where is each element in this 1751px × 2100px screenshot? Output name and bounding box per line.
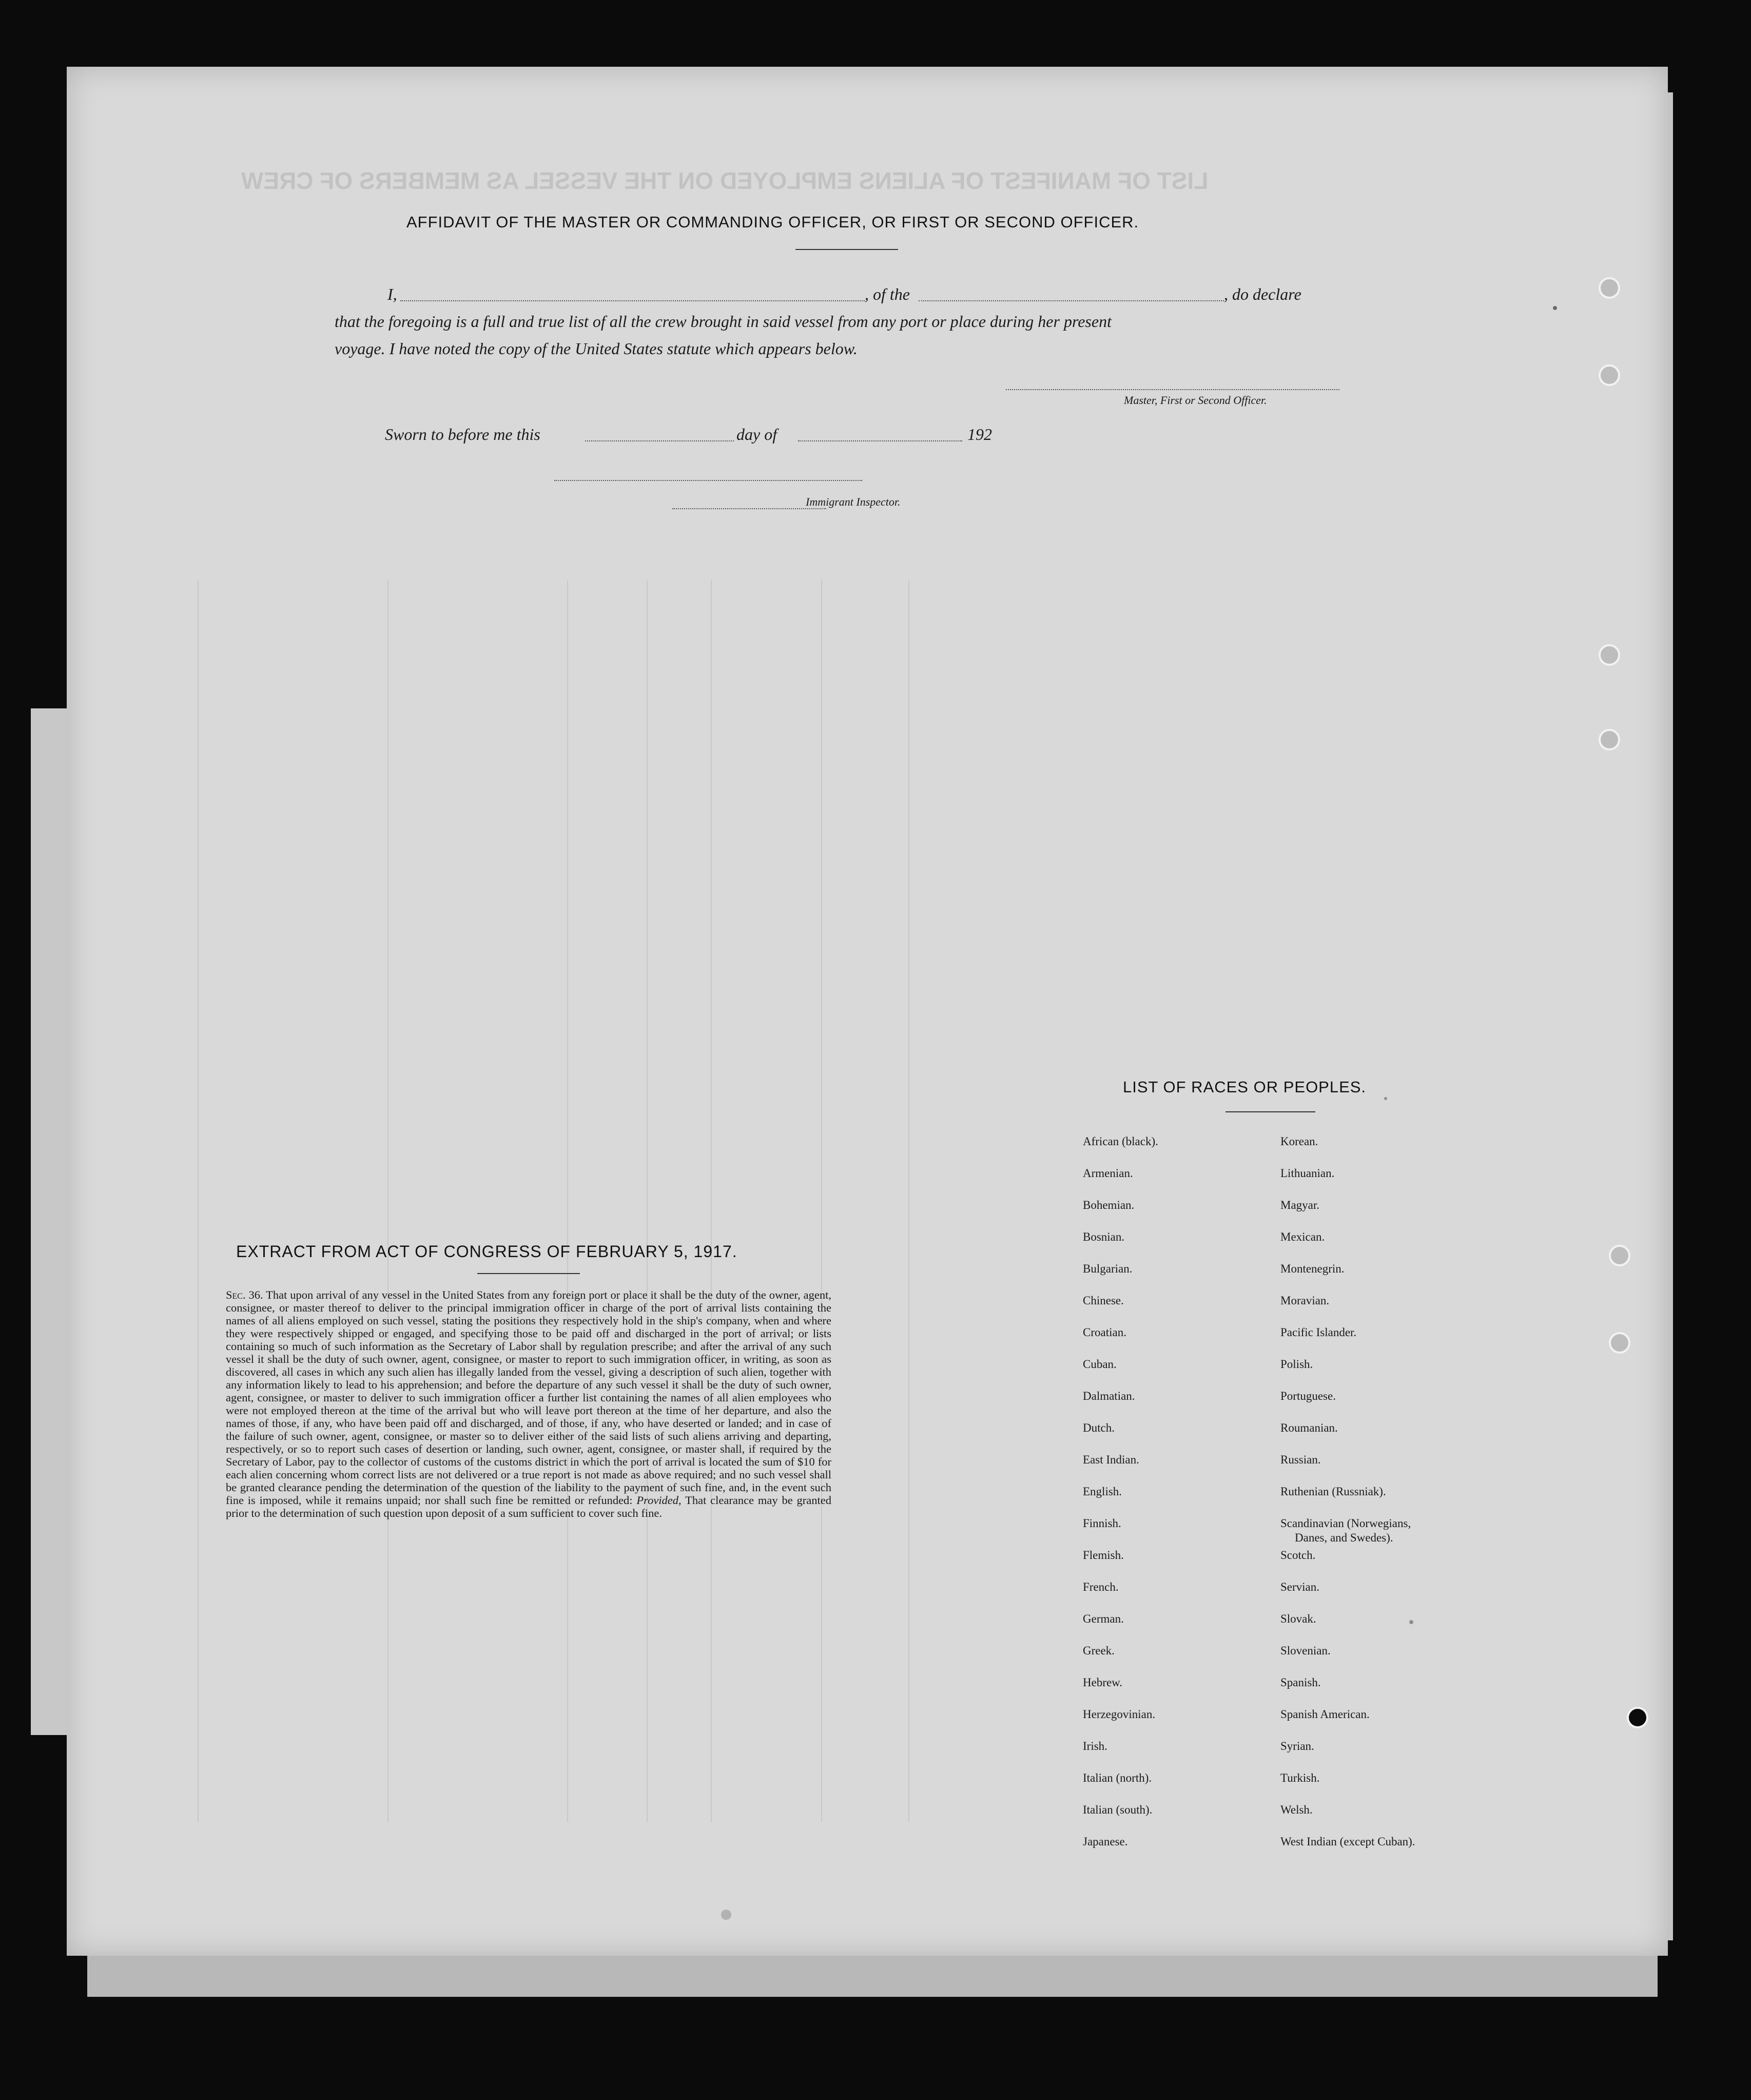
race-item: Turkish.: [1280, 1771, 1320, 1784]
binding-hole: [46, 362, 63, 378]
race-item: Spanish.: [1280, 1676, 1321, 1689]
race-item: Irish.: [1083, 1740, 1107, 1752]
extract-title: EXTRACT FROM ACT OF CONGRESS OF FEBRUARY 5, 1917.: [236, 1242, 737, 1261]
extract-text-part1: That upon arrival of any vessel in the United States from any foreign port or place it shall be the duty of the owner, agent, consignee, or master thereof to deliver to the principal immigration officer in charge of the port of arrival lists containing the names of all aliens employed on such vessel, stating the positions they respectively hold in the ship's company, when and where they were respectively shipped or engaged, and specifying those to be paid off and discharged in the port of arrival; or lists containing so much of such information as the Secretary of Labor shall by regulation prescribe; and after the arrival of any such vessel it shall be the duty of such owner, agent, consignee, or master to report to such immigration officer, in writing, as soon as discovered, all cases in which any such alien has illegally landed from the vessel, giving a description of such alien, together with any information likely to lead to his apprehension; and before the departure of any such vessel it shall be the duty of such owner, agent, consignee, or master to deliver to such immigration officer a further list containing the names of all alien employees who were not employed thereon at the time of the arrival but who will leave port thereon at the time of her departure, and also the names of those, if any, who have been paid off and discharged, and of those, if any, who have deserted or landed; and in case of the failure of such owner, agent, consignee, or master so to deliver either of the said lists of such aliens arriving and departing, respectively, or so to report such cases of desertion or landing, such owner, agent, consignee, or master shall, if required by the Secretary of Labor, pay to the collector of customs of the customs district in which the port of arrival is located the sum of $10 for each alien concerning whom correct lists are not delivered or a true report is not made as above required; and no such vessel shall be granted clearance pending the determination of the question of the liability to the payment of such fine, and, in the event such fine is imposed, while it remains unpaid; nor shall such fine be remitted or refunded:: [226, 1288, 832, 1507]
race-item: Slovak.: [1280, 1612, 1316, 1625]
paper-texture: [67, 67, 1668, 1956]
year-prefix: 192: [967, 425, 992, 444]
master-signature-label: Master, First or Second Officer.: [1124, 394, 1267, 407]
affidavit-declare: , do declare: [1224, 285, 1301, 303]
affidavit-of-the: , of the: [865, 285, 910, 303]
race-item: Bohemian.: [1083, 1199, 1135, 1211]
race-item: Hebrew.: [1083, 1676, 1123, 1689]
affidavit-title: AFFIDAVIT OF THE MASTER OR COMMANDING OFFICER, OR FIRST OR SECOND OFFICER.: [406, 213, 1139, 231]
race-item: Syrian.: [1280, 1740, 1314, 1752]
sworn-text: Sworn to before me this: [385, 425, 540, 444]
race-item: Armenian.: [1083, 1167, 1133, 1180]
race-item: Finnish.: [1083, 1517, 1121, 1530]
extract-section-label: Sec. 36.: [226, 1288, 263, 1301]
race-item: Herzegovinian.: [1083, 1708, 1156, 1721]
race-item: Russian.: [1280, 1453, 1321, 1466]
race-item: Korean.: [1280, 1135, 1318, 1148]
race-item: Greek.: [1083, 1644, 1115, 1657]
affidavit-line-3: voyage. I have noted the copy of the United States statute which appears below.: [335, 339, 858, 358]
race-item: Bosnian.: [1083, 1230, 1125, 1243]
manifest-page: [67, 67, 1668, 1956]
race-item: Mexican.: [1280, 1230, 1325, 1243]
race-item: Italian (south).: [1083, 1803, 1153, 1816]
race-item: French.: [1083, 1581, 1119, 1593]
race-item: Moravian.: [1280, 1294, 1330, 1307]
extract-text-part2: That clearance may be granted prior to the determination of such question upon deposit of a sum sufficient to cover such fine.: [226, 1494, 832, 1519]
race-item: Roumanian.: [1280, 1421, 1338, 1434]
race-item: German.: [1083, 1612, 1124, 1625]
race-item: Polish.: [1280, 1358, 1313, 1371]
race-item: Portuguese.: [1280, 1390, 1336, 1402]
affidavit-line-2: that the foregoing is a full and true list of all the crew brought in said vessel from any port or place during her present: [335, 312, 1112, 331]
race-item: Montenegrin.: [1280, 1262, 1345, 1275]
race-item: Chinese.: [1083, 1294, 1124, 1307]
race-item: English.: [1083, 1485, 1122, 1498]
race-item-line2: Danes, and Swedes).: [1295, 1531, 1393, 1544]
race-item: Flemish.: [1083, 1549, 1124, 1562]
race-item: Slovenian.: [1280, 1644, 1331, 1657]
race-item: West Indian (except Cuban).: [1280, 1835, 1415, 1848]
binding-hole: [46, 316, 63, 332]
race-item: Magyar.: [1280, 1199, 1320, 1211]
race-item: Pacific Islander.: [1280, 1326, 1357, 1339]
race-item: African (black).: [1083, 1135, 1158, 1148]
race-item: Dalmatian.: [1083, 1390, 1135, 1402]
races-title: LIST OF RACES OR PEOPLES.: [1123, 1078, 1367, 1096]
race-item: Japanese.: [1083, 1835, 1128, 1848]
race-item: Welsh.: [1280, 1803, 1313, 1816]
race-item: Ruthenian (Russniak).: [1280, 1485, 1386, 1498]
race-item: Servian.: [1280, 1581, 1320, 1593]
race-item: Italian (north).: [1083, 1771, 1152, 1784]
bleedthrough-title: LIST OF MANIFEST OF ALIENS EMPLOYED ON THE VESSEL AS MEMBERS OF CREW: [241, 167, 1209, 194]
race-item: Bulgarian.: [1083, 1262, 1133, 1275]
race-item: Scotch.: [1280, 1549, 1316, 1562]
race-item: Croatian.: [1083, 1326, 1126, 1339]
race-item-line1: Scandinavian (Norwegians,: [1280, 1517, 1411, 1530]
inspector-label: Immigrant Inspector.: [806, 495, 901, 508]
affidavit-i: I,: [387, 285, 397, 303]
race-item: Spanish American.: [1280, 1708, 1370, 1721]
race-item: East Indian.: [1083, 1453, 1139, 1466]
day-of-text: day of: [736, 425, 777, 444]
race-item: Dutch.: [1083, 1421, 1115, 1434]
extract-provided: Provided,: [636, 1494, 682, 1507]
race-item: Lithuanian.: [1280, 1167, 1335, 1180]
race-item: Cuban.: [1083, 1358, 1117, 1371]
